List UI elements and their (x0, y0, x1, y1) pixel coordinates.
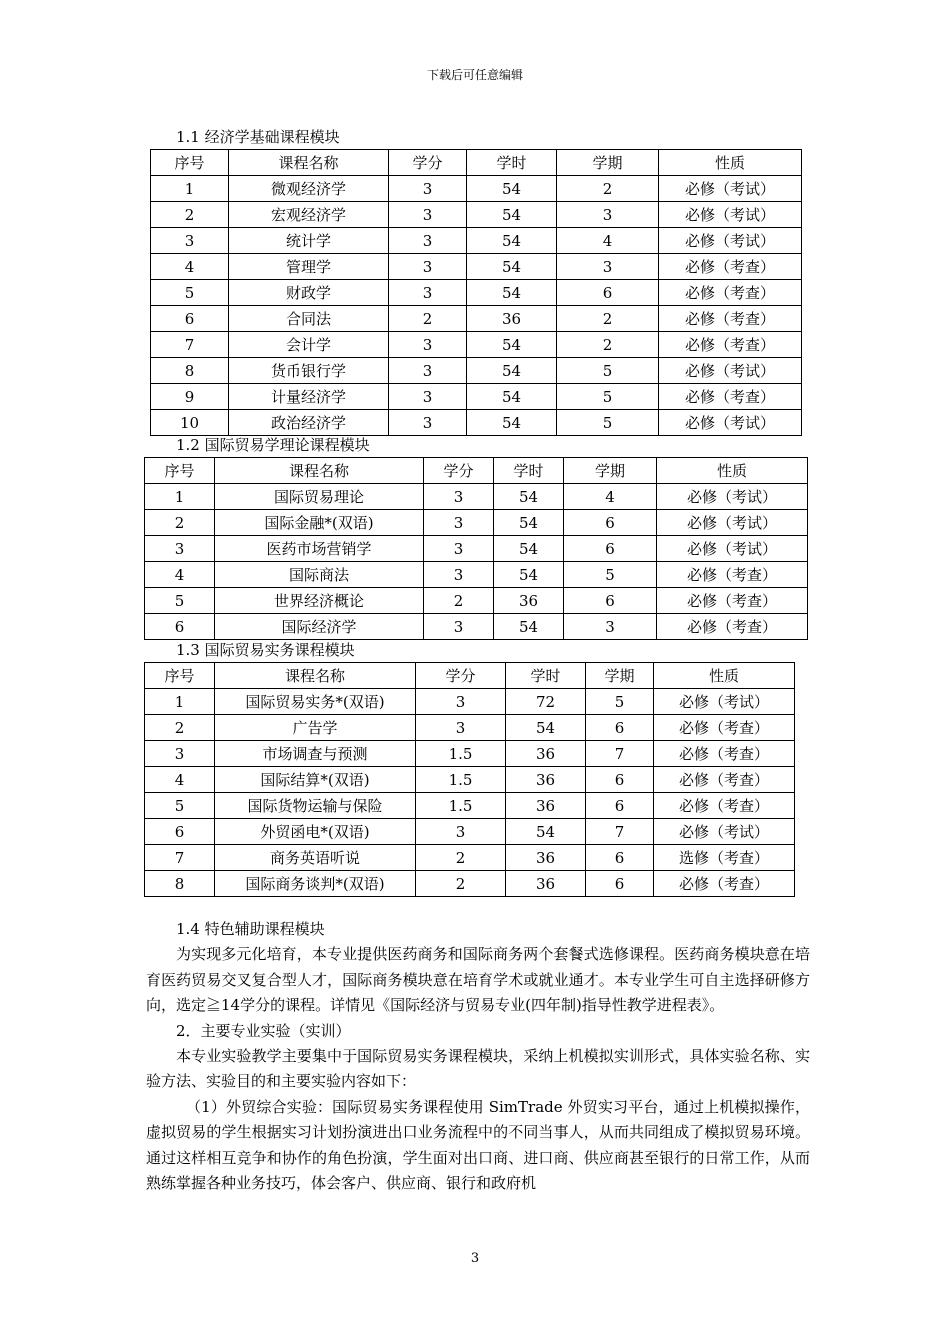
table-cell: 3 (424, 510, 494, 536)
table-cell: 选修（考查） (654, 845, 795, 871)
table-cell: 7 (586, 741, 654, 767)
table-cell: 2 (145, 510, 215, 536)
table-row (151, 410, 802, 436)
table-cell: 54 (467, 254, 557, 280)
column-header: 学时 (494, 458, 564, 484)
table-cell: 4 (557, 228, 659, 254)
table-cell: 36 (506, 871, 586, 897)
table-cell: 7 (145, 845, 215, 871)
table-cell: 市场调查与预测 (215, 741, 416, 767)
table-row (151, 202, 802, 228)
table-cell: 必修（考试） (659, 410, 802, 436)
table-cell: 财政学 (229, 280, 389, 306)
table-cell: 宏观经济学 (229, 202, 389, 228)
table-cell: 9 (151, 384, 229, 410)
table-cell: 3 (389, 332, 467, 358)
table-cell: 1 (145, 689, 215, 715)
table-cell: 3 (145, 741, 215, 767)
table-cell: 2 (557, 306, 659, 332)
page-header: 下载后可任意编辑 (426, 68, 523, 82)
table-cell: 必修（考查） (654, 715, 795, 741)
table-row (151, 332, 802, 358)
table-row (151, 280, 802, 306)
table-cell: 必修（考试） (659, 228, 802, 254)
table-cell: 必修（考查） (659, 384, 802, 410)
table-cell: 管理学 (229, 254, 389, 280)
table-cell: 必修（考查） (659, 254, 802, 280)
table-row (151, 254, 802, 280)
table-cell: 计量经济学 (229, 384, 389, 410)
table-cell: 医药市场营销学 (215, 536, 424, 562)
table-cell: 5 (145, 588, 215, 614)
table-cell: 6 (586, 845, 654, 871)
table-cell: 会计学 (229, 332, 389, 358)
table-cell: 6 (145, 614, 215, 640)
table-cell: 商务英语听说 (215, 845, 416, 871)
table-cell: 3 (557, 254, 659, 280)
table-economics-basics (150, 149, 802, 436)
table-header-row (145, 458, 808, 484)
column-header: 课程名称 (215, 458, 424, 484)
table-row (145, 871, 795, 897)
table-cell: 2 (151, 202, 229, 228)
table-cell: 54 (467, 358, 557, 384)
column-header: 性质 (654, 663, 795, 689)
table-cell: 54 (467, 410, 557, 436)
table-cell: 国际贸易实务*(双语) (215, 689, 416, 715)
table-row (151, 176, 802, 202)
table-row (145, 484, 808, 510)
table-cell: 1 (151, 176, 229, 202)
table-cell: 54 (467, 176, 557, 202)
table-cell: 必修（考查） (654, 767, 795, 793)
table-cell: 必修（考查） (659, 280, 802, 306)
column-header: 学期 (586, 663, 654, 689)
table-cell: 6 (586, 871, 654, 897)
table-row (145, 819, 795, 845)
table-cell: 54 (506, 715, 586, 741)
table2-caption: 1.2 国际贸易学理论课程模块 (176, 436, 370, 454)
table-cell: 货币银行学 (229, 358, 389, 384)
table-cell: 54 (467, 384, 557, 410)
table-cell: 3 (424, 484, 494, 510)
table-cell: 必修（考试） (657, 510, 808, 536)
table-cell: 54 (467, 332, 557, 358)
table-cell: 36 (506, 793, 586, 819)
column-header: 学分 (389, 150, 467, 176)
table-cell: 36 (467, 306, 557, 332)
table-row (145, 536, 808, 562)
table-cell: 36 (506, 767, 586, 793)
table-cell: 2 (557, 332, 659, 358)
table-cell: 10 (151, 410, 229, 436)
table-cell: 8 (145, 871, 215, 897)
column-header: 课程名称 (215, 663, 416, 689)
table-cell: 3 (564, 614, 657, 640)
table-header-row (145, 663, 795, 689)
table-cell: 国际金融*(双语) (215, 510, 424, 536)
table-cell: 必修（考查） (654, 793, 795, 819)
table3-caption: 1.3 国际贸易实务课程模块 (176, 641, 355, 659)
table-cell: 必修（考试） (657, 484, 808, 510)
table-row (145, 741, 795, 767)
table-cell: 54 (494, 614, 564, 640)
table-cell: 2 (389, 306, 467, 332)
table-cell: 国际商法 (215, 562, 424, 588)
table-cell: 5 (557, 358, 659, 384)
table-cell: 5 (557, 410, 659, 436)
table-cell: 3 (389, 228, 467, 254)
table-cell: 必修（考试） (654, 819, 795, 845)
table-cell: 36 (494, 588, 564, 614)
table-cell: 3 (389, 176, 467, 202)
table-cell: 4 (151, 254, 229, 280)
table-row (151, 228, 802, 254)
table-cell: 世界经济概论 (215, 588, 424, 614)
table-cell: 36 (506, 741, 586, 767)
table-cell: 54 (467, 280, 557, 306)
table-cell: 必修（考查） (657, 562, 808, 588)
table-cell: 必修（考查） (657, 588, 808, 614)
table-row (151, 384, 802, 410)
section-2-heading: 2．主要专业实验（实训） (176, 1021, 351, 1040)
table-cell: 3 (389, 384, 467, 410)
page-number: 3 (470, 1251, 480, 1266)
table-cell: 6 (586, 793, 654, 819)
column-header: 学分 (424, 458, 494, 484)
table-cell: 必修（考试） (659, 202, 802, 228)
table-cell: 54 (494, 562, 564, 588)
table-cell: 54 (494, 510, 564, 536)
table-cell: 54 (494, 484, 564, 510)
table-cell: 6 (557, 280, 659, 306)
table-cell: 6 (564, 536, 657, 562)
column-header: 性质 (657, 458, 808, 484)
table-cell: 72 (506, 689, 586, 715)
table-cell: 54 (506, 819, 586, 845)
table-cell: 5 (564, 562, 657, 588)
paragraph-special-courses: 为实现多元化培育，本专业提供医药商务和国际商务两个套餐式选修课程。医药商务模块意在培育医药贸易交叉复合型人才，国际商务模块意在培育学术或就业通才。本专业学生可自主选择研修方向，选定≧14学分的课程。详情见《国际经济与贸易专业(四年制)指导性教学进程表》。 (146, 945, 810, 1015)
column-header: 课程名称 (229, 150, 389, 176)
table-cell: 4 (145, 562, 215, 588)
table-cell: 5 (145, 793, 215, 819)
table-cell: 5 (586, 689, 654, 715)
table-cell: 微观经济学 (229, 176, 389, 202)
table-cell: 6 (145, 819, 215, 845)
table-cell: 1 (145, 484, 215, 510)
table-cell: 广告学 (215, 715, 416, 741)
table-cell: 必修（考试） (659, 176, 802, 202)
column-header: 序号 (145, 663, 215, 689)
table-cell: 5 (557, 384, 659, 410)
table1-caption: 1.1 经济学基础课程模块 (176, 128, 340, 146)
table-row (145, 845, 795, 871)
column-header: 性质 (659, 150, 802, 176)
section-1-4-heading: 1.4 特色辅助课程模块 (176, 920, 325, 938)
table-cell: 国际商务谈判*(双语) (215, 871, 416, 897)
table-cell: 3 (416, 689, 506, 715)
table-row (145, 689, 795, 715)
table-cell: 4 (564, 484, 657, 510)
table-cell: 1.5 (416, 767, 506, 793)
table-cell: 2 (557, 176, 659, 202)
table-row (145, 510, 808, 536)
table-cell: 必修（考查） (659, 306, 802, 332)
table-cell: 36 (506, 845, 586, 871)
body-text (146, 917, 810, 1196)
table-row (145, 793, 795, 819)
table-cell: 合同法 (229, 306, 389, 332)
table-cell: 3 (151, 228, 229, 254)
table-cell: 54 (494, 536, 564, 562)
table-cell: 7 (151, 332, 229, 358)
table-row (151, 306, 802, 332)
table-cell: 必修（考查） (654, 871, 795, 897)
table-row (145, 767, 795, 793)
table-cell: 3 (145, 536, 215, 562)
column-header: 学分 (416, 663, 506, 689)
table-cell: 1.5 (416, 741, 506, 767)
table-cell: 国际结算*(双语) (215, 767, 416, 793)
column-header: 学时 (506, 663, 586, 689)
table-cell: 必修（考试） (657, 536, 808, 562)
table-cell: 4 (145, 767, 215, 793)
table-cell: 3 (389, 410, 467, 436)
table-cell: 政治经济学 (229, 410, 389, 436)
table-cell: 国际经济学 (215, 614, 424, 640)
table-cell: 必修（考试） (659, 358, 802, 384)
table-row (145, 562, 808, 588)
table-cell: 统计学 (229, 228, 389, 254)
table-trade-theory (144, 457, 808, 640)
column-header: 序号 (145, 458, 215, 484)
table-cell: 国际贸易理论 (215, 484, 424, 510)
table-cell: 7 (586, 819, 654, 845)
table-cell: 3 (424, 536, 494, 562)
table-cell: 外贸函电*(双语) (215, 819, 416, 845)
table-row (151, 358, 802, 384)
table-cell: 3 (389, 358, 467, 384)
column-header: 序号 (151, 150, 229, 176)
table-cell: 54 (467, 202, 557, 228)
table-cell: 3 (416, 715, 506, 741)
table-cell: 54 (467, 228, 557, 254)
table-cell: 8 (151, 358, 229, 384)
table-cell: 3 (389, 202, 467, 228)
table-cell: 国际货物运输与保险 (215, 793, 416, 819)
table-trade-practice (144, 662, 795, 897)
table-cell: 6 (564, 588, 657, 614)
paragraph-experiments-intro: 本专业实验教学主要集中于国际贸易实务课程模块，采纳上机模拟实训形式，具体实验名称、实验方法、实验目的和主要实验内容如下： (146, 1047, 810, 1091)
table-row (145, 715, 795, 741)
table-cell: 必修（考查） (654, 741, 795, 767)
table-cell: 3 (389, 254, 467, 280)
table-cell: 5 (151, 280, 229, 306)
table-row (145, 614, 808, 640)
table-cell: 1.5 (416, 793, 506, 819)
table-cell: 3 (389, 280, 467, 306)
paragraph-trade-experiment: （1）外贸综合实验：国际贸易实务课程使用 SimTrade 外贸实习平台，通过上机模拟操作，虚拟贸易的学生根据实习计划扮演进出口业务流程中的不同当事人，从而共同组成了模拟贸易环境。通过这样相互竞争和协作的角色扮演，学生面对出口商、进口商、供应商甚至银行的日常工作，从而熟练掌握各种业务技巧，体会客户、供应商、银行和政府机 (146, 1097, 810, 1193)
table-cell: 2 (416, 871, 506, 897)
table-cell: 3 (557, 202, 659, 228)
table-cell: 必修（考查） (659, 332, 802, 358)
table-cell: 2 (424, 588, 494, 614)
column-header: 学期 (564, 458, 657, 484)
table-cell: 3 (416, 819, 506, 845)
table-cell: 6 (586, 715, 654, 741)
table-row (145, 588, 808, 614)
table-cell: 3 (424, 614, 494, 640)
table-cell: 必修（考试） (654, 689, 795, 715)
column-header: 学期 (557, 150, 659, 176)
column-header: 学时 (467, 150, 557, 176)
table-header-row (151, 150, 802, 176)
table-cell: 必修（考查） (657, 614, 808, 640)
table-cell: 6 (586, 767, 654, 793)
table-cell: 6 (151, 306, 229, 332)
table-cell: 2 (416, 845, 506, 871)
table-cell: 3 (424, 562, 494, 588)
table-cell: 6 (564, 510, 657, 536)
table-cell: 2 (145, 715, 215, 741)
